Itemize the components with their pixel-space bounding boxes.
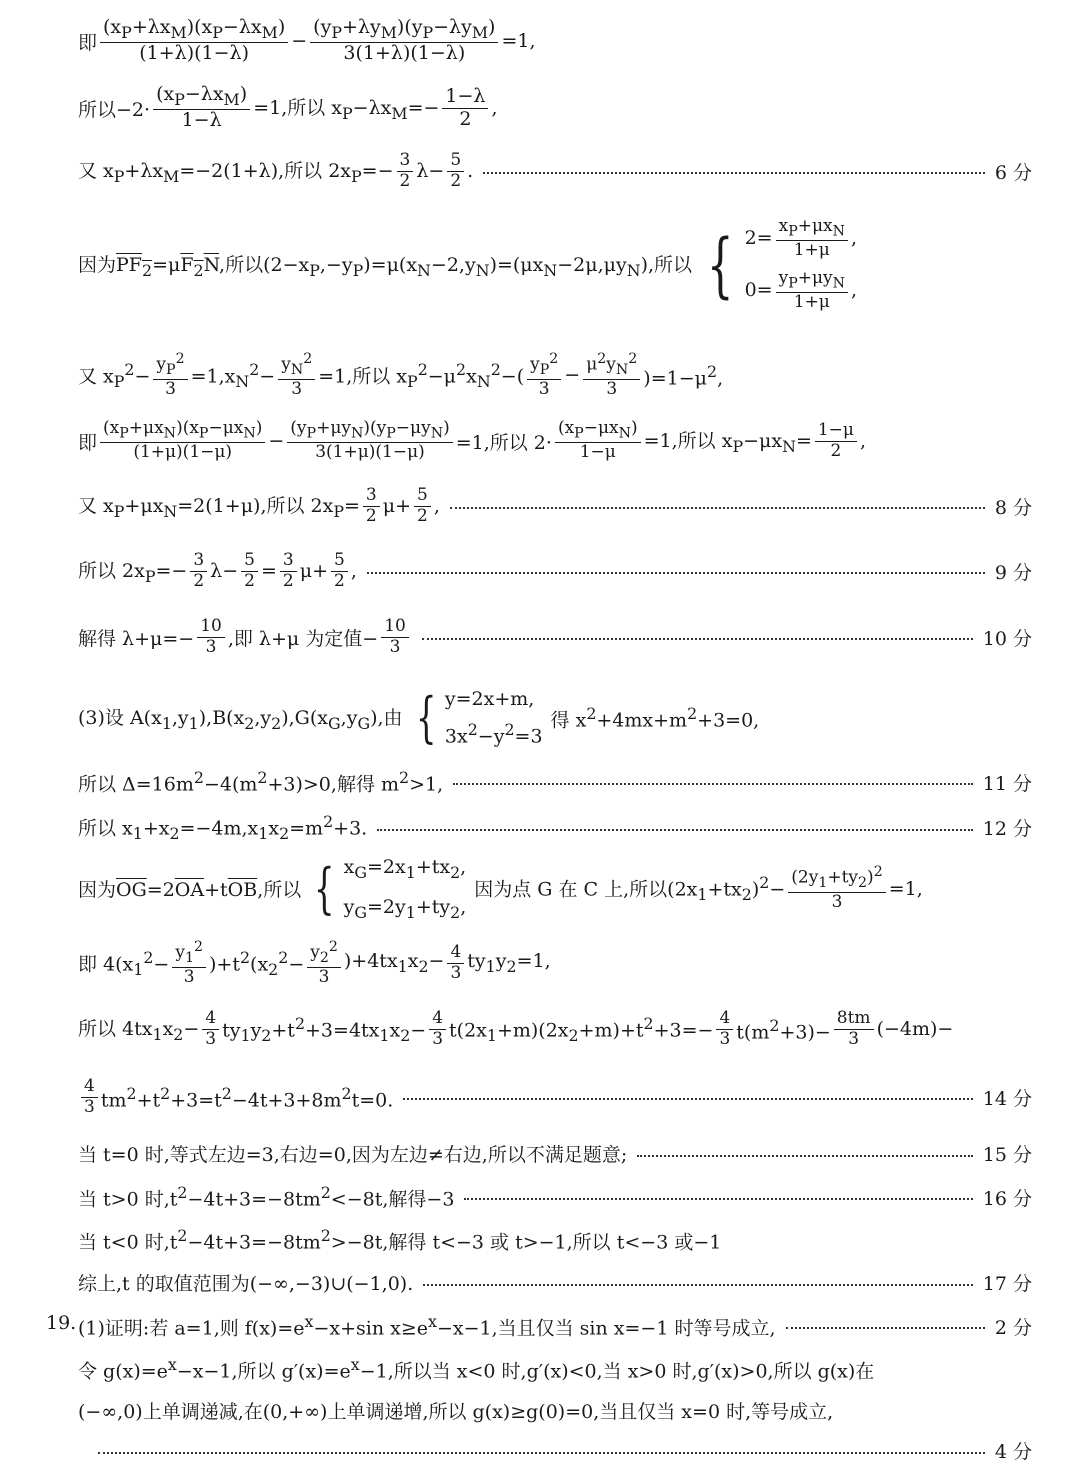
numerator: $\mu^2y_N^2$ [583,352,640,380]
line-24 [88,1437,1032,1464]
numerator: 10 [197,618,225,638]
score-label: 8 分 [994,496,1032,519]
question-number: 19. [46,1312,77,1334]
fraction [776,218,848,260]
score-label: 11 分 [982,772,1032,795]
line-14 [78,940,1032,987]
line-23 [78,1397,1032,1424]
line-15 [78,1010,1032,1049]
line-13 [78,856,1032,922]
denominator: 2 [399,170,411,191]
line-18 [78,1183,1032,1211]
numerator: 4 [202,1010,219,1030]
line-text: 即 $4(x_1^2-$ [78,947,170,979]
fraction [447,152,464,191]
dot-leader [786,1327,985,1329]
line-text: =1,所以 $x_P^2-\mu^2x_N^2-$( [318,359,525,391]
system-text: , [851,227,858,250]
line-19 [78,1226,1032,1254]
dot-leader [450,507,985,509]
dot-leader [367,572,985,574]
numerator: $(y_P+\lambda y_M)(y_P-\lambda y_M)$ [310,18,498,43]
fraction [527,352,561,399]
fraction [815,419,857,461]
brace: { [706,224,734,307]
denominator: 3 [84,1096,95,1117]
denominator: 3 [205,636,217,657]
line-text: 令 $g(x)=e^x-x-1$,所以 $g'(x)=e^x-1$,所以当 x<0 时,g′(x)<0,当 x>0 时,g′(x)>0,所以 g(x)在 [78,1355,875,1383]
score-label: 2 分 [994,1316,1032,1339]
fraction [280,552,297,591]
denominator: 3 [606,378,618,399]
line-text: )$+t^2(x_2^2-$ [208,947,305,979]
line-tail: (−4m)− [876,1018,954,1041]
dot-leader [483,172,985,174]
denominator: 3 [719,1028,731,1049]
numerator: $(2y_1+ty_2)^2$ [788,865,885,893]
line-16 [78,1078,1032,1117]
fraction [716,1010,733,1049]
fraction [397,152,414,191]
denominator: (1+λ)(1−λ) [139,42,250,65]
line-text: λ− [416,160,445,183]
system-text: , [851,279,858,302]
line-text: 所以 $x_1+x_2=-4m,x_1x_2=m^2+3$. [78,812,368,844]
fraction [190,552,207,591]
line-text: 又 $x_P^2-$ [78,359,151,391]
fraction [100,420,265,462]
numerator: $y_P+\mu y_N$ [776,270,848,293]
system-line [745,270,858,312]
score-label: 17 分 [982,1273,1032,1295]
denominator: 2 [193,570,205,591]
dot-leader [637,1155,973,1157]
line-1-prefix: 即 [78,31,98,54]
numerator: $x_P+\mu x_N$ [776,218,848,241]
system-text: 0= [744,279,773,302]
denominator: 3(1+λ)(1−λ) [343,42,466,65]
line-11 [78,768,1032,796]
line-text: 当 t>0 时$,t^2-4t+3=-8tm^2<-8t$,解得−3 [78,1183,455,1211]
line-text: − [564,364,581,387]
system-line [745,218,858,260]
score-label: 15 分 [982,1144,1032,1166]
line-tail: , [350,560,357,583]
line-text: $=1,x_N^2-$ [190,359,276,391]
line-text: μ+ [382,495,412,518]
dot-leader [422,638,973,640]
fraction [442,84,488,130]
score-label: 14 分 [982,1087,1032,1110]
equation-system [307,856,466,922]
fraction [202,1010,219,1049]
line-text: 当 t<0 时$,t^2-4t+3=-8tm^2>-8t$,解得 t<−3 或 t>−1,所以 t<−3 或−1 [78,1226,722,1254]
fraction [331,552,348,591]
denominator: 2 [365,505,377,526]
line-4 [78,218,1032,312]
line-text: $t(m^2+3)-$ [736,1015,831,1043]
line-text: (−∞,0)上单调递减,在(0,+∞)上单调递增,所以 g(x)≥g(0)=0,当且仅当 x=0 时,等号成立, [78,1401,834,1423]
numerator: $(y_P+\mu y_N)(y_P-\mu y_N)$ [287,420,452,443]
score-label: 6 分 [994,161,1032,184]
fraction [429,1010,446,1049]
denominator: 3 [432,1028,444,1049]
line-text: 因为$PF_2=\mu F_2N$,所以$(2-x_P,-y_P)=\mu(x_N-2,y_N)=(\mu x_N-2\mu,\mu y_N)$,所以 [78,254,693,280]
line-tail: , [859,430,867,453]
denominator: 2 [450,170,462,191]
line-2 [78,85,1032,131]
line-text: 又 $x_P+\lambda x_M=-2(1+\lambda)$,所以 $2x_P=-$ [78,160,394,187]
line-text: )$+4tx_1x_2-$ [343,950,445,977]
line-text: 所以 $2x_P=-$ [78,560,188,587]
operator: − [291,30,308,53]
numerator: 3 [190,552,207,572]
dot-leader [403,1098,972,1100]
numerator: 3 [397,152,414,172]
system-line: y=2x+m, [444,688,535,710]
numerator: 1−λ [442,87,488,109]
line-1 [78,18,1032,64]
fraction [197,618,225,657]
denominator: (1+μ)(1−μ) [133,442,233,463]
system-line: $y_G=2y_1+ty_2$, [343,895,467,922]
dot-leader [377,829,973,831]
line-3 [78,152,1032,191]
numerator: 10 [381,618,409,638]
line-text: 所以 $\Delta=16m^2-4(m^2+3)>0$,解得 $m^2>1$, [78,768,444,796]
denominator: 1−μ [579,442,616,463]
dot-leader [464,1198,972,1200]
line-text: = [260,560,277,583]
numerator: 3 [280,552,297,572]
line-text: μ+ [299,560,328,583]
numerator: $(x_P+\mu x_N)(x_P-\mu x_N)$ [100,420,265,443]
numerator: 4 [447,944,464,964]
line-text: 当 t=0 时,等式左边=3,右边=0,因为左边≠右边,所以不满足题意; [78,1144,628,1166]
score-label: 12 分 [982,818,1032,841]
line-text: 所以 $4tx_1x_2-$ [78,1018,200,1045]
score-label: 16 分 [982,1187,1032,1210]
line-text: =1,所以 $x_P-\lambda x_M=-$ [253,97,440,124]
numerator: $(x_P-\lambda x_M)$ [153,85,250,110]
line-tail: . [467,160,474,183]
line-text: 综上,t 的取值范围为(−∞,−3)∪(−1,0). [78,1273,414,1295]
fraction [583,352,640,399]
numerator: 5 [414,487,431,507]
dot-leader [98,1452,985,1454]
line-text: ,即 λ+μ 为定值− [227,627,379,650]
numerator: 5 [241,552,258,572]
numerator: $y_2^2$ [307,940,341,968]
fraction [310,18,498,64]
numerator: $y_P^2$ [527,352,561,380]
line-text: 又 $x_P+\mu x_N=2(1+\mu)$,所以 $2x_P=$ [78,495,360,522]
denominator: 3 [318,966,330,987]
fraction [363,487,380,526]
dot-leader [453,783,973,785]
numerator: 3 [363,487,380,507]
denominator: 1+μ [793,292,830,313]
line-text: $tm^2+t^2+3=t^2-4t+3+8m^2t=0$. [100,1083,394,1111]
line-text: 得 $x^2+4mx+m^2+3=0$, [550,703,760,731]
line-text: (1)证明:若 a=1,则 $f(x)=e^x-x+\sin$ $x\ge e^x-x-1$,当且仅当 sin x=−1 时等号成立, [78,1312,776,1340]
fraction [788,865,885,912]
line-text: 因为$\overline{OG}=2\overline{OA}+t\overline{OB}$,所以 [78,879,302,902]
system-lines [344,856,467,922]
line-12 [78,812,1032,843]
score-label: 9 分 [994,561,1032,584]
line-21 [78,1312,1032,1340]
denominator: 2 [459,107,472,130]
fraction [172,940,206,987]
denominator: 2 [830,440,842,461]
line-tail: =1, [501,30,536,53]
line-tail: =1, [888,877,923,900]
line-text: 所以−2· [78,98,151,121]
numerator: 5 [331,552,348,572]
line-text: $ty_1y_2=1$, [467,950,551,977]
denominator: 1+μ [793,240,830,261]
denominator: 2 [334,570,345,591]
denominator: 3 [450,962,462,983]
line-8 [78,552,1032,591]
denominator: 3 [291,378,303,399]
denominator: 3 [389,636,401,657]
line-6 [78,420,1032,462]
fraction [153,352,187,399]
line-text: 解得 λ+μ=− [78,627,195,650]
brace: { [314,856,335,920]
numerator: $(x_P-\mu x_N)$ [555,420,641,443]
line-17 [78,1140,1032,1167]
numerator: 4 [716,1010,733,1030]
numerator: 8tm [834,1010,874,1030]
line-tail: , [491,97,498,120]
fraction [81,1078,98,1117]
fraction [447,944,464,983]
fraction [776,270,848,312]
system-line: $3x^2-y^2=3$ [444,720,543,748]
denominator: 1−λ [181,109,222,132]
line-text: (3)设 $A(x_1,y_1),B(x_2,y_2),G(x_G,y_G)$,由 [78,706,403,733]
line-tail: )$=1-\mu^2$, [643,361,724,390]
denominator: 2 [417,505,428,526]
line-text: $ty_1y_2+t^2+3=4tx_1x_2-$ [222,1013,427,1045]
denominator: 2 [282,570,294,591]
line-22 [78,1355,1032,1383]
system-text: 2= [744,227,773,250]
system-line: $x_G=2x_1+tx_2$, [343,856,467,882]
denominator: 3 [831,892,843,913]
dot-leader [423,1284,973,1286]
denominator: 3 [183,966,195,987]
denominator: 3 [205,1028,217,1049]
score-label: 4 分 [994,1441,1032,1463]
numerator: $y_1^2$ [172,940,206,968]
line-10 [78,685,1032,749]
numerator: $y_P^2$ [153,352,187,380]
system-lines [745,218,858,312]
line-9 [78,618,1032,657]
brace: { [415,685,437,749]
numerator: 4 [81,1078,98,1098]
fraction [287,420,452,462]
denominator: 2 [244,570,255,591]
line-20 [78,1269,1032,1296]
fraction [414,487,431,526]
fraction [241,552,258,591]
fraction [153,85,250,131]
denominator: 3 [165,378,176,399]
equation-system [409,685,543,749]
numerator: 1−μ [815,422,857,442]
fraction [381,618,409,657]
numerator: $y_N^2$ [278,352,315,380]
fraction [834,1010,874,1049]
line-5 [78,352,1032,399]
line-text: 即 [78,431,98,454]
numerator: 4 [429,1010,446,1030]
denominator: 3(1+μ)(1−μ) [315,442,425,463]
denominator: 3 [538,378,550,399]
line-tail: , [433,495,440,518]
fraction [307,940,341,987]
line-text: 因为点 G 在 C 上,所以$(2x_1+tx_2)^2-$ [474,873,786,905]
denominator: 3 [848,1028,860,1049]
line-text: =1,所以 2· [455,431,552,454]
fraction [278,352,315,399]
line-text: =1,所以 $x_P-\mu x_N=$ [643,430,812,456]
system-lines [445,688,543,747]
line-7 [78,487,1032,526]
fraction [100,18,288,64]
score-label: 10 分 [982,627,1032,650]
fraction [555,420,641,462]
numerator: 5 [447,152,464,172]
line-text: $t(2x_1+m)(2x_2+m)+t^2+3=-$ [449,1013,714,1045]
line-text: λ− [210,560,239,583]
numerator: $(x_P+\lambda x_M)(x_P-\lambda x_M)$ [100,18,288,43]
equation-system [698,218,857,312]
operator: − [268,430,285,453]
